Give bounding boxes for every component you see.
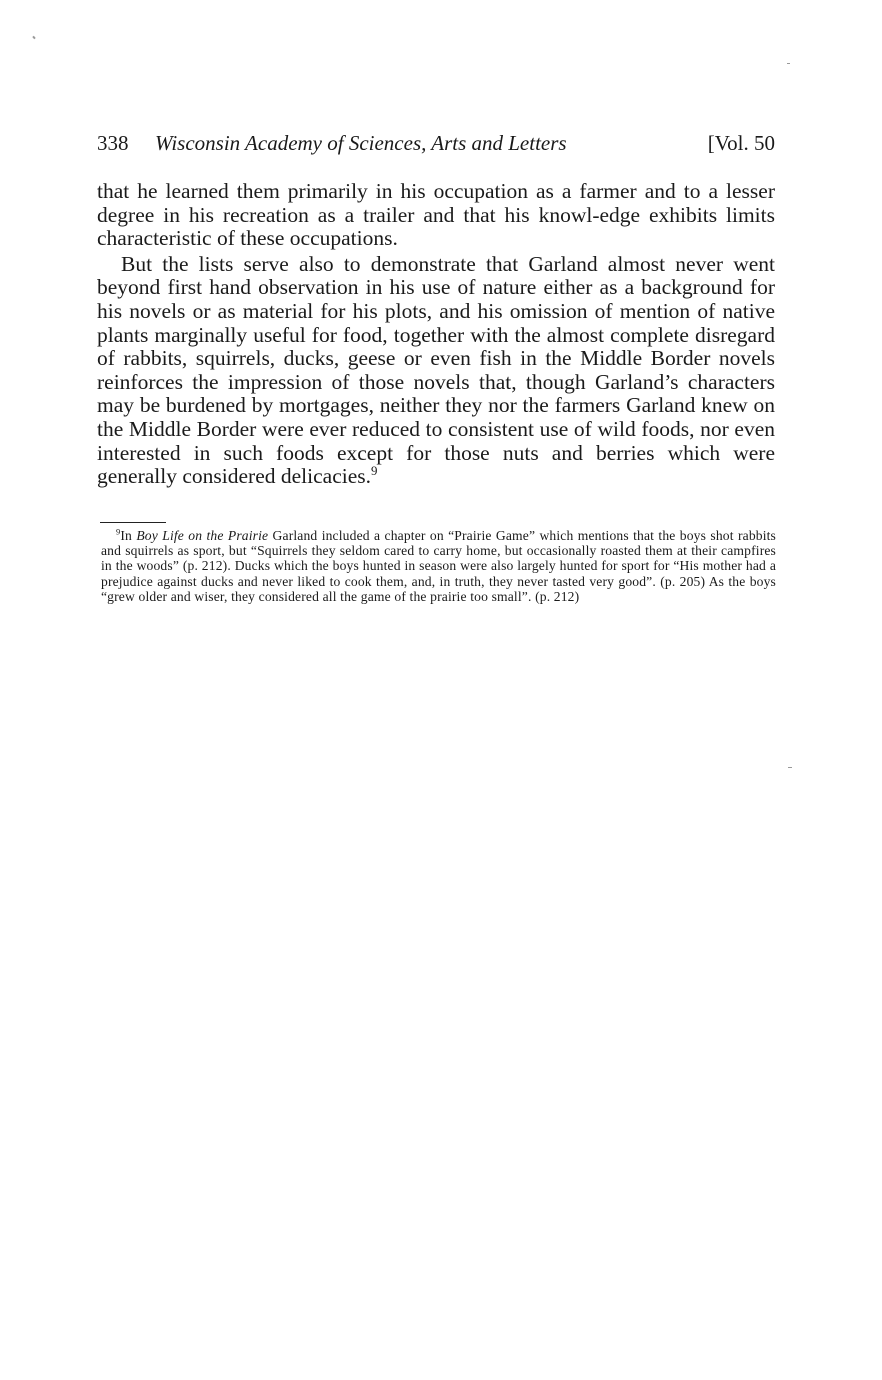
paragraph (97, 253, 775, 489)
scan-speck (788, 767, 792, 768)
footnote-reference[interactable]: 9 (371, 463, 378, 478)
footnote-paragraph (101, 528, 776, 604)
footnote (101, 528, 776, 604)
paragraph (97, 180, 775, 251)
body-text (97, 180, 775, 489)
running-header (97, 128, 777, 158)
footnote-intro: In (120, 528, 137, 543)
page-number: 338 (97, 131, 129, 155)
running-title: Wisconsin Academy of Sciences, Arts and Letters (155, 131, 567, 155)
scan-speck (787, 63, 790, 64)
footnote-marker: 9 (116, 526, 121, 537)
cited-book-title: Boy Life on the Prairie (136, 528, 269, 543)
footnote-divider (100, 522, 166, 523)
volume-label: [Vol. 50 (707, 131, 775, 155)
paragraph-text: that he learned them primarily in his occupation as a farmer and to a lesser degree in his recreation as a trailer and that his knowl-edge exhibits limits characteristic of these occupations. (97, 179, 775, 251)
scan-speck (32, 36, 35, 40)
footnote-text: Garland included a chapter on “Prairie Game” which mentions that the boys shot rabbits and squirrels as sport, but “Squirrels they seldom cared to carry home, but occasionally roasted them at their campfires in the woods” (p. 212). Ducks which the boys hunted in season were also largely hunted for sport for “His mother had a prejudice against ducks and never liked to cook them, and, in truth, they never tasted very good”. (p. 205) As the boys “grew older and wiser, they considered all the game of the prairie too small”. (p. 212) (101, 528, 777, 604)
paragraph-text: But the lists serve also to demonstrate that Garland almost never went beyond first hand observation in his use of nature either as a background for his novels or as material for his plots, and his omission of mention of native plants marginally useful for food, together with the almost complete disregard of rabbits, squirrels, ducks, geese or even fish in the Middle Border novels reinforces the impression of those novels that, though Garland’s characters may be burdened by mortgages, neither they nor the farmers Garland knew on the Middle Border were ever reduced to consistent use of wild foods, nor even interested in such foods except for those nuts and berries which were generally considered delicacies. (97, 251, 775, 489)
